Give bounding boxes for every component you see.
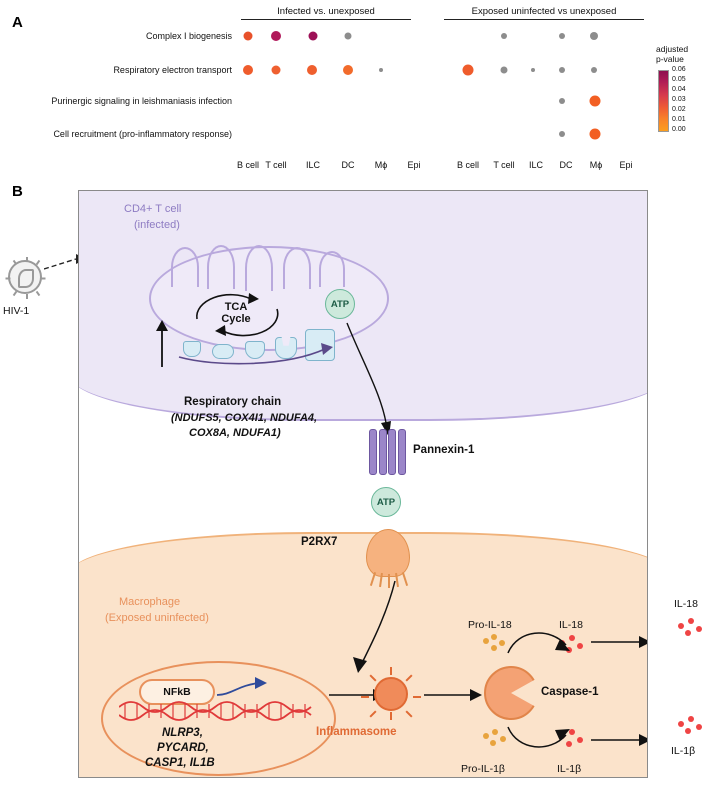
dot-point [559,33,565,39]
nucleus-genes-line2: PYCARD, [157,742,209,754]
dot-point [463,65,474,76]
crista [207,245,235,289]
nfkb-node: NFkB [139,679,215,705]
legend-tick: 0.03 [672,96,686,103]
dot-point [501,33,507,39]
dot-point [244,32,253,41]
col-label-dc-left: DC [341,160,355,170]
dot-point [559,131,565,137]
legend-tick: 0.04 [672,86,686,93]
il18-released-molecule [685,630,691,636]
dot-point [590,32,598,40]
crista [171,247,199,287]
il1b-label: IL-1β [557,763,582,775]
dot-point [379,68,383,72]
dna-strand-icon [119,701,324,723]
il18-label: IL-18 [559,619,583,631]
atp-export-arrow [329,319,409,439]
dot-point [343,65,353,75]
crista [319,251,345,287]
row-label-complex-i: Complex I biogenesis [145,31,232,41]
inflammasome-node [374,677,408,711]
il1b-molecule [577,737,583,743]
legend-title-line1: adjusted [656,44,689,54]
il18-export-arrow [591,633,648,651]
il18-released-molecule [678,623,684,629]
chart-title-infected: Infected vs. unexposed [241,6,411,20]
pro-il1b-label: Pro-IL-1β [461,763,505,775]
legend-tick: 0.02 [672,106,686,113]
il1b-output-label: IL-1β [671,745,696,757]
caspase-cleavage-arrow-il18 [504,623,576,661]
caspase-label: Caspase-1 [541,686,599,698]
pro-il1b-molecule [492,729,498,735]
il1b-released-molecule [678,721,684,727]
pannexin-1-channel [369,429,407,475]
cd4-tcell-label-line1: CD4+ T cell [124,203,182,215]
electron-flow-arrow [175,331,345,367]
panel-b-letter: B [12,183,23,200]
crista [245,245,273,291]
row-label-respiratory: Respiratory electron transport [113,65,232,75]
pannexin-label: Pannexin-1 [413,444,475,456]
macrophage-label-line2: (Exposed uninfected) [105,612,209,624]
dot-point [590,96,601,107]
col-label-bcell-left: B cell [236,160,259,170]
row-label-purinergic: Purinergic signaling in leishmaniasis infection [51,96,232,106]
col-label-mphi-right: Mϕ [589,160,603,170]
dot-point [271,31,281,41]
il18-output-label: IL-18 [674,598,698,610]
legend-tick: 0.05 [672,76,686,83]
dot-point [590,129,601,140]
macrophage-label-line1: Macrophage [119,596,181,608]
il18-molecule [577,643,583,649]
legend-title-line2: p-value [656,54,684,64]
row-label-recruitment: Cell recruitment (pro-inflammatory response) [53,129,232,139]
il18-released-molecule [688,618,694,624]
hiv-virion-icon [8,260,42,294]
inflammasome-label: Inflammasome [316,726,397,738]
col-label-tcell-left: T cell [265,160,287,170]
tca-cycle-label: TCA Cycle [221,301,251,325]
legend-colorbar [658,70,669,132]
nucleus-genes-line3: CASP1, IL1B [145,757,215,769]
dot-point [345,33,352,40]
dot-point [272,66,281,75]
col-label-dc-right: DC [559,160,573,170]
atp-extracellular: ATP [371,487,401,517]
atp-mitochondrial: ATP [325,289,355,319]
respiratory-chain-genes-line1: (NDUFS5, COX4I1, NDUFA4, [171,412,318,424]
pro-il18-molecule [491,645,497,651]
dot-point [559,98,565,104]
p2rx7-to-inflammasome-arrow [347,579,413,677]
il1b-export-arrow [591,731,648,749]
legend-tick: 0.01 [672,116,686,123]
legend-tick: 0.00 [672,126,686,133]
dot-point [591,67,597,73]
col-label-tcell-right: T cell [493,160,515,170]
dot-point [531,68,535,72]
il1b-released-molecule [688,716,694,722]
dot-point [307,65,317,75]
col-label-mphi-left: Mϕ [374,160,388,170]
col-label-ilc-right: ILC [528,160,543,170]
nucleus-genes-line1: NLRP3, [162,727,203,739]
pro-il18-molecule [483,638,489,644]
hiv-label: HIV-1 [3,305,30,317]
dot-point [243,65,253,75]
il18-released-molecule [696,626,702,632]
pro-il18-label: Pro-IL-18 [468,619,512,631]
legend-tick: 0.06 [672,66,686,73]
cd4-tcell-label-line2: (infected) [134,219,180,231]
nfkb-to-dna-arrow [215,677,269,703]
panel-a [0,0,721,175]
chart-title-exposed: Exposed uninfected vs unexposed [444,6,644,20]
col-label-epi-right: Epi [619,160,633,170]
respiratory-chain-genes-line2: COX8A, NDUFA1) [189,427,281,439]
col-label-bcell-right: B cell [456,160,479,170]
col-label-epi-left: Epi [407,160,421,170]
caspase-cleavage-arrow-il1b [504,719,576,757]
pro-il1b-molecule [490,740,496,746]
proton-arrow [153,319,171,369]
il1b-released-molecule [685,728,691,734]
respiratory-chain-title: Respiratory chain [184,396,282,408]
col-label-ilc-left: ILC [305,160,320,170]
diagram-container [78,190,648,778]
pro-il18-molecule [491,634,497,640]
inflammasome-to-caspase-arrow [424,686,486,704]
p2rx7-label: P2RX7 [301,536,338,548]
dot-point [501,67,508,74]
dot-point [309,32,318,41]
panel-a-letter: A [12,14,23,31]
pro-il1b-molecule [483,733,489,739]
crista [283,247,311,289]
panel-b [0,175,721,786]
dot-point [559,67,565,73]
il1b-released-molecule [696,724,702,730]
